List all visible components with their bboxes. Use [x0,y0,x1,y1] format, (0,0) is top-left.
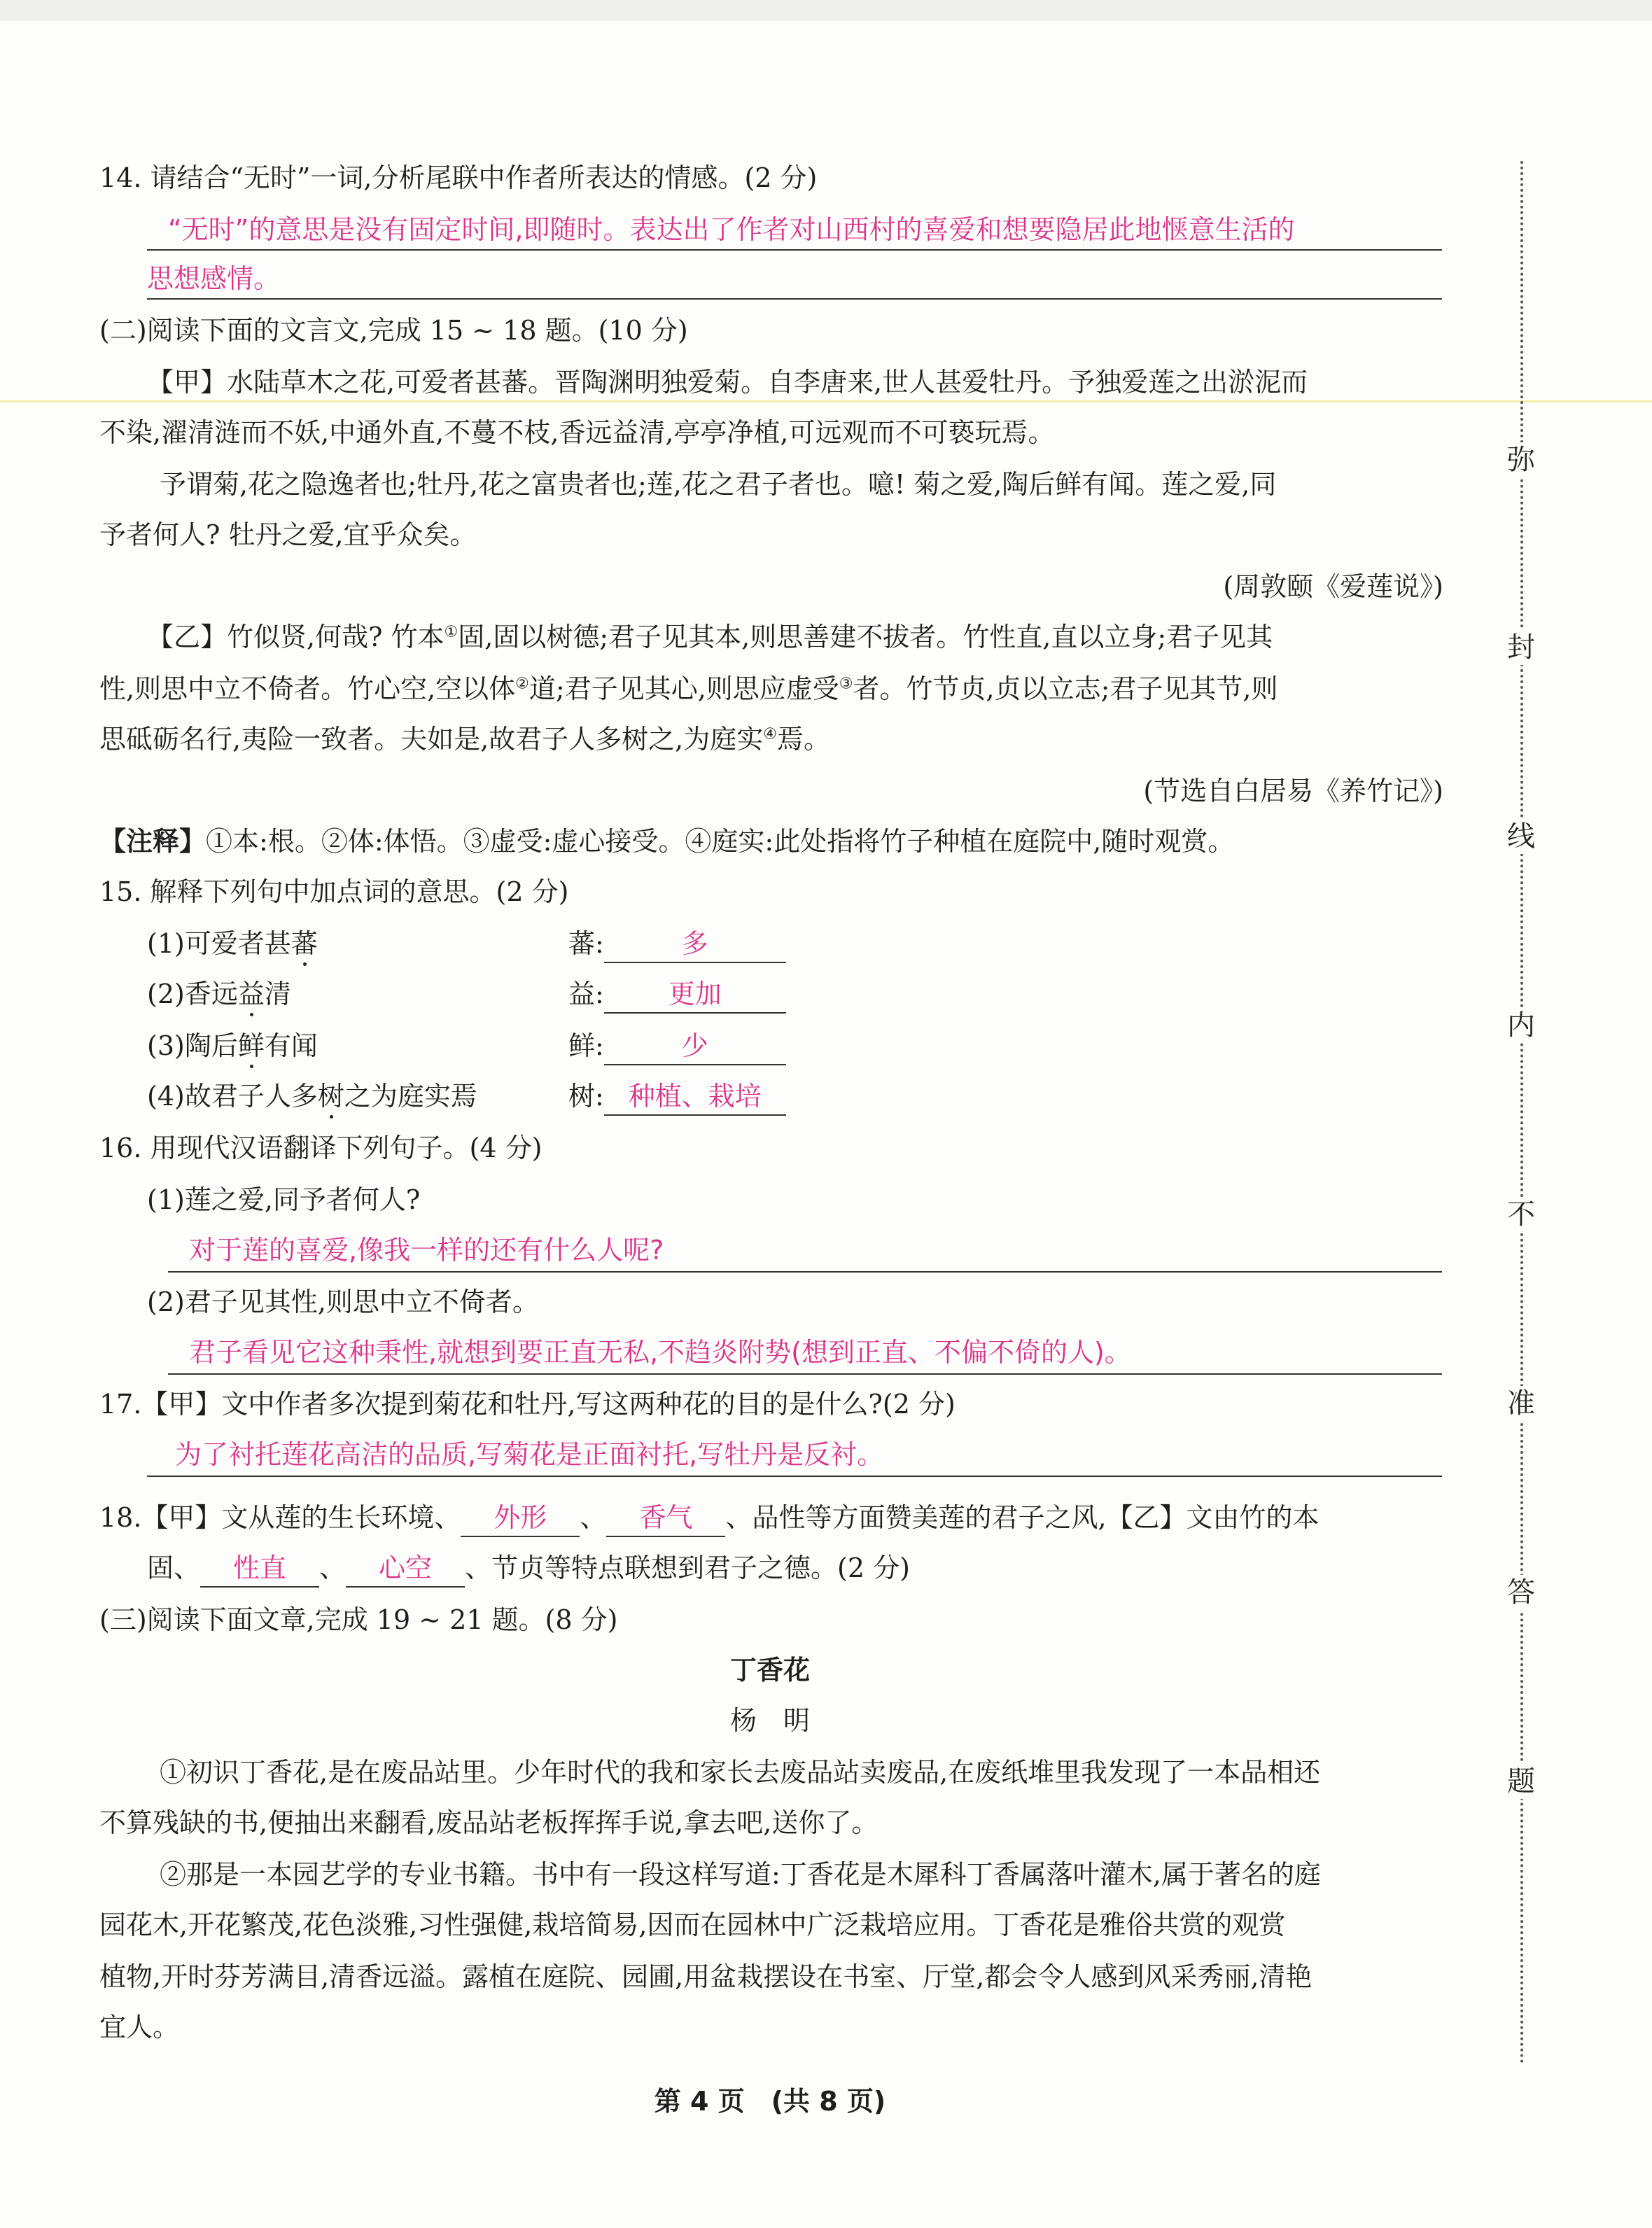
q15-item-2-answer: 益: 更加 [568,976,786,1014]
article-p2-line1: ②那是一本园艺学的专业书籍。书中有一段这样写道:丁香花是木犀科丁香属落叶灌木,属于著名的庭 [160,1859,1321,1890]
q15-item-4: (4)故君子人多树之为庭实焉 [147,1081,477,1112]
q15-item-3-answer: 鲜: 少 [568,1028,786,1065]
answer-underline [147,298,1442,300]
article-p1-line1: ①初识丁香花,是在废品站里。少年时代的我和家长去废品站卖废品,在废纸堆里我发现了一本品相还 [160,1757,1321,1788]
binding-char: 题 [1504,1764,1539,1799]
q17-question: 17.【甲】文中作者多次提到菊花和牡丹,写这两种花的目的是什么?(2 分) [99,1389,955,1420]
q14-answer-line2: 思想感情。 [147,263,281,294]
binding-char: 内 [1504,1008,1539,1043]
q15-item-2: (2)香远益清 [147,979,291,1009]
answer-underline [168,1373,1442,1375]
q17-answer: 为了衬托莲花高洁的品质,写菊花是正面衬托,写牡丹是反衬。 [175,1439,884,1470]
yi-line1: 【乙】竹似贤,何哉? 竹本①固,固以树德;君子见其本,则思善建不拔者。竹性直,直以立身;君子见其 [147,622,1273,652]
q14-answer-line1: “无时”的意思是没有固定时间,即随时。表达出了作者对山西村的喜爱和想要隐居此地惬意生活的 [168,214,1295,245]
q18-line1: 18.【甲】文从莲的生长环境、 外形 、 香气 、品性等方面赞美莲的君子之风,【乙】文由竹的本 [99,1499,1320,1537]
q15-item-4-answer: 树: 种植、栽培 [568,1078,786,1116]
q16-sentence-1: (1)莲之爱,同予者何人? [147,1184,421,1215]
note-mark-4: ④ [763,725,777,743]
q18-blank-1: 外形 [461,1499,580,1537]
binding-char: 准 [1504,1386,1539,1421]
article-p2-line4: 宜人。 [99,2012,180,2043]
jia-source: (周敦颐《爱莲说》) [1223,571,1443,602]
answer-underline [147,249,1442,251]
highlight-streak [0,400,1652,402]
note-mark-2: ② [515,675,529,693]
q15-item-3: (3)陶后鲜有闻 [147,1030,318,1061]
annotation [99,823,1234,860]
article-title: 丁香花 [729,1655,810,1686]
q16-question: 16. 用现代汉语翻译下列句子。(4 分) [99,1133,542,1163]
q15-item-1-answer: 蕃: 多 [568,925,786,963]
q15-question: 15. 解释下列句中加点词的意思。(2 分) [99,876,569,907]
note-mark-1: ① [444,623,458,641]
note-mark-3: ③ [839,675,853,693]
article-p1-line2: 不算残缺的书,便抽出来翻看,废品站老板挥挥手说,拿去吧,送你了。 [99,1807,878,1838]
yi-line2: 性,则思中立不倚者。竹心空,空以体②道;君子见其心,则思应虚受③者。竹节贞,贞以立志;君子见其节,则 [99,673,1278,704]
q16-answer-2: 君子看见它这种秉性,就想到要正直无私,不趋炎附势(想到正直、不偏不倚的人)。 [189,1337,1131,1368]
jia-para1-line2: 不染,濯清涟而不妖,中通外直,不蔓不枝,香远益清,亭亭净植,可远观而不可亵玩焉。 [99,417,1055,448]
q15-item-1: (1)可爱者甚蕃 [147,928,318,959]
q18-line2: 固、 性直 、 心空 、节贞等特点联想到君子之德。(2 分) [147,1550,910,1588]
scan-top-band [0,0,1652,21]
article-p2-line2: 园花木,开花繁茂,花色淡雅,习性强健,栽培简易,因而在园林中广泛栽培应用。丁香花是雅俗共赏的观赏 [99,1910,1286,1940]
q14-question: 14. 请结合“无时”一词,分析尾联中作者所表达的情感。(2 分) [99,162,818,193]
binding-char: 答 [1504,1575,1539,1610]
annotation-text: ①本:根。②体:体悟。③虚受:虚心接受。④庭实:此处指将竹子种植在庭院中,随时观赏。 [206,826,1235,857]
jia-para2-line2: 予者何人? 牡丹之爱,宜乎众矣。 [99,519,477,550]
yi-line3: 思砥砺名行,夷险一致者。夫如是,故君子人多树之,为庭实④焉。 [99,724,830,755]
section3-heading: (三)阅读下面文章,完成 19 ~ 21 题。(8 分) [99,1604,618,1635]
jia-para2-line1: 予谓菊,花之隐逸者也;牡丹,花之富贵者也;莲,花之君子者也。噫! 菊之爱,陶后鲜有闻。莲之爱,同 [160,469,1277,500]
yi-source: (节选自白居易《养竹记》) [1143,776,1443,806]
q16-sentence-2: (2)君子见其性,则思中立不倚者。 [147,1287,539,1317]
binding-char: 封 [1504,630,1539,665]
answer-underline [168,1271,1442,1273]
page-number: 第 4 页 (共 8 页) [654,2086,886,2117]
jia-para1-line1: 【甲】水陆草木之花,可爱者甚蕃。晋陶渊明独爱菊。自李唐来,世人甚爱牡丹。予独爱莲之出淤泥而 [147,367,1308,398]
binding-char: 不 [1504,1197,1539,1232]
section2-heading: (二)阅读下面的文言文,完成 15 ~ 18 题。(10 分) [99,315,688,346]
article-p2-line3: 植物,开时芬芳满目,清香远溢。露植在庭院、园圃,用盆栽摆设在书室、厅堂,都会令人感到风采秀丽,清艳 [99,1961,1312,1992]
answer-underline [147,1476,1442,1477]
q18-blank-3: 性直 [200,1550,319,1588]
binding-char: 弥 [1504,442,1539,477]
article-author: 杨 明 [729,1705,810,1736]
q18-blank-4: 心空 [346,1550,465,1588]
q18-blank-2: 香气 [606,1499,725,1537]
binding-char: 线 [1504,819,1539,854]
q16-answer-1: 对于莲的喜爱,像我一样的还有什么人呢? [189,1235,664,1266]
annotation-label: 【注释】 [99,826,206,857]
